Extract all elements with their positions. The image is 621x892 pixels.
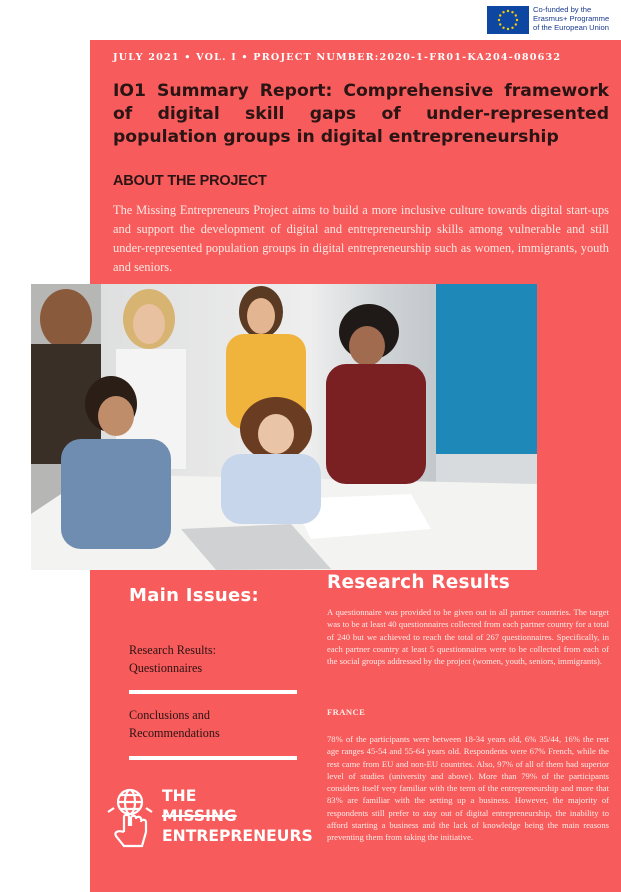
issue-item-conclusions: Conclusions and Recommendations bbox=[129, 708, 220, 740]
main-issues-heading: Main Issues: bbox=[129, 585, 259, 606]
team-photo-illustration bbox=[31, 284, 537, 570]
issue-divider bbox=[129, 756, 297, 760]
about-heading: ABOUT THE PROJECT bbox=[113, 173, 267, 189]
eu-flag-logo bbox=[487, 6, 529, 34]
issue-divider bbox=[129, 690, 297, 694]
research-results-heading: Research Results bbox=[327, 572, 510, 593]
hand-globe-icon bbox=[104, 786, 158, 848]
eu-stars-icon bbox=[487, 6, 529, 34]
brand-line-1: THE bbox=[162, 787, 197, 805]
team-photo bbox=[31, 284, 537, 570]
issue-item-questionnaires: Research Results: Questionnaires bbox=[129, 643, 216, 675]
country-heading-france: FRANCE bbox=[327, 707, 366, 717]
document-title: IO1 Summary Report: Comprehensive framework of digital skill gaps of under-represented population groups in digital entrepreneurship bbox=[113, 81, 609, 147]
issue-line: JULY 2021 • VOL. I • PROJECT NUMBER:2020-1-FR01-KA204-080632 bbox=[113, 52, 562, 63]
eu-cofunding-text: Co-funded by the Erasmus+ Programme of the European Union bbox=[533, 5, 610, 32]
brand-wordmark bbox=[162, 786, 313, 846]
research-intro-text: A questionnaire was provided to be given out in all partner countries. The target was to be at least 40 questionnaires collected from each partner country for a total of 240 but we achieved to reach the total of 267 questionnaires. Specifically, in each partner country at least 5 questionnaires were to be collected from each of the social groups addressed by the project (women, youth, seniors, immigrants). bbox=[327, 607, 609, 667]
research-france-text: 78% of the participants were between 18-34 years old, 6% 35/44, 16% the rest age ranges 45-54 and 55-64 years old. Respondents were 67% French, while the rest came from EU and non-EU countries. Also, 97% of all of them had superior level of studies (university and above). More than 79% of the participants considers itself very familiar with the term of the entrepreneurship and more that 83% are familiar with the setting up a business. However, the majority of respondents still prefer to stay out of digital entrepreneurship, the inability to afford starting a business and the lack of knowledge being the main reasons preventing them from taking the initiative. bbox=[327, 734, 609, 843]
brand-line-2: MISSING bbox=[162, 807, 237, 825]
brand-line-3: ENTREPRENEURS bbox=[162, 827, 313, 845]
about-body: The Missing Entrepreneurs Project aims to build a more inclusive culture towards digital start-ups and support the development of digital and entrepreneurship skills among vulnerable and still under-represented population groups in digital entrepreneurship such as women, immigrants, youth and seniors. bbox=[113, 203, 609, 274]
